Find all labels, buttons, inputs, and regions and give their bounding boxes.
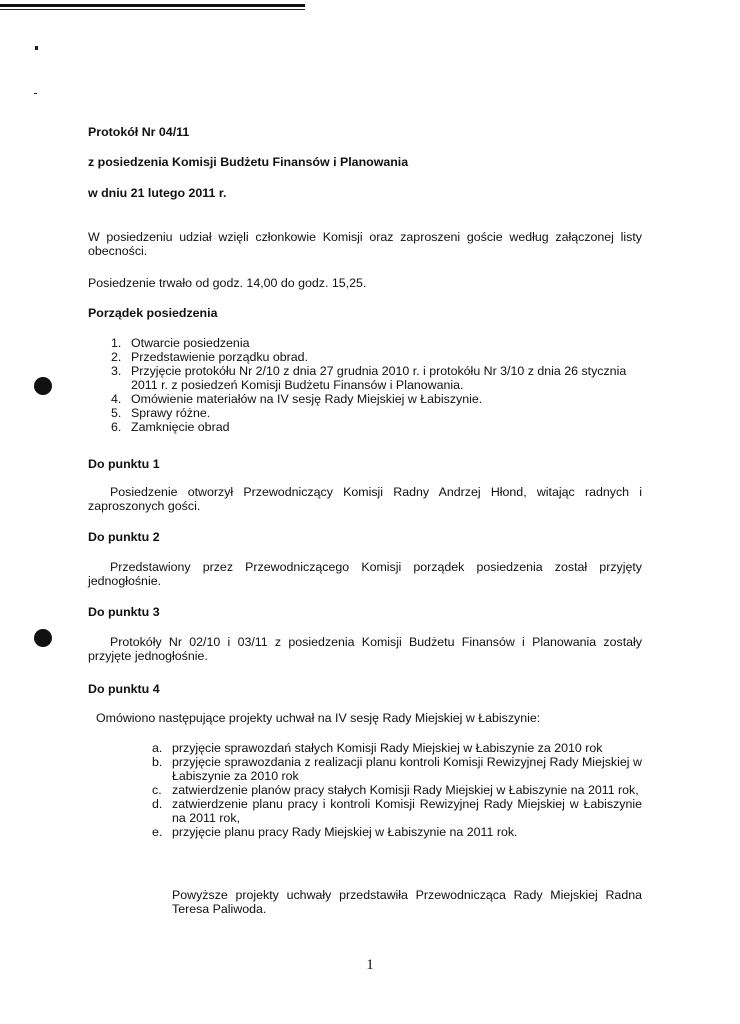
duration-paragraph: Posiedzenie trwało od godz. 14,00 do godz. 15,25. bbox=[88, 276, 367, 290]
project-item bbox=[152, 755, 642, 783]
closing-paragraph: Powyższe projekty uchwały przedstawiła Przewodnicząca Rady Miejskiej Radna Teresa Paliwoda. bbox=[172, 888, 642, 916]
project-item bbox=[152, 797, 642, 825]
project-letter: a. bbox=[152, 741, 163, 755]
point-2-text: Przedstawiony przez Przewodniczącego Komisji porządek posiedzenia został przyjęty jednogłośnie. bbox=[88, 560, 642, 588]
scan-border-line-thin bbox=[0, 9, 305, 10]
project-text: zatwierdzenie planów pracy stałych Komisji Rady Miejskiej w Łabiszynie na 2011 rok, bbox=[172, 783, 639, 797]
agenda-item-number: 4. bbox=[111, 392, 122, 406]
agenda-item bbox=[111, 392, 631, 406]
scan-speck bbox=[34, 93, 37, 94]
agenda-item-number: 1. bbox=[111, 336, 122, 350]
page-number: 1 bbox=[366, 957, 374, 973]
agenda-item-text: Przyjęcie protokółu Nr 2/10 z dnia 27 grudnia 2010 r. i protokółu Nr 3/10 z dnia 26 stycznia 2011 r. z posiedzeń Komisji Budżetu Finansów i Planowania. bbox=[131, 364, 627, 392]
agenda-item bbox=[111, 420, 631, 434]
punch-hole bbox=[34, 629, 52, 647]
project-letter: b. bbox=[152, 755, 163, 769]
agenda-item-text: Sprawy różne. bbox=[131, 406, 211, 420]
project-item bbox=[152, 741, 642, 755]
document-subtitle: z posiedzenia Komisji Budżetu Finansów i Planowania bbox=[88, 155, 409, 169]
project-text: przyjęcie sprawozdania z realizacji planu kontroli Komisji Rewizyjnej Rady Miejskiej w Łabiszynie za 2010 rok bbox=[172, 755, 642, 783]
agenda-item-number: 5. bbox=[111, 406, 122, 420]
agenda-item bbox=[111, 336, 631, 350]
point-4-heading: Do punktu 4 bbox=[88, 682, 160, 696]
agenda-list bbox=[111, 336, 631, 434]
project-text: przyjęcie sprawozdań stałych Komisji Rady Miejskiej w Łabiszynie za 2010 rok bbox=[172, 741, 603, 755]
agenda-item-text: Omówienie materiałów na IV sesję Rady Miejskiej w Łabiszynie. bbox=[131, 392, 483, 406]
agenda-item-number: 3. bbox=[111, 364, 122, 378]
punch-hole bbox=[34, 377, 52, 395]
agenda-item-text: Zamknięcie obrad bbox=[131, 420, 230, 434]
point-2-heading: Do punktu 2 bbox=[88, 530, 160, 544]
agenda-item bbox=[111, 350, 631, 364]
point-3-text: Protokóły Nr 02/10 i 03/11 z posiedzenia Komisji Budżetu Finansów i Planowania zostały przyjęte jednogłośnie. bbox=[88, 635, 642, 663]
point-1-heading: Do punktu 1 bbox=[88, 457, 160, 471]
agenda-item bbox=[111, 364, 631, 392]
point-1-text: Posiedzenie otworzył Przewodniczący Komisji Radny Andrzej Hłond, witając radnych i zaproszonych gości. bbox=[88, 485, 642, 513]
project-item bbox=[152, 825, 642, 839]
projects-list bbox=[152, 741, 642, 839]
point-3-heading: Do punktu 3 bbox=[88, 605, 160, 619]
document-date: w dniu 21 lutego 2011 r. bbox=[88, 186, 227, 200]
agenda-item-text: Otwarcie posiedzenia bbox=[131, 336, 250, 350]
project-text: zatwierdzenie planu pracy i kontroli Komisji Rewizyjnej Rady Miejskiej w Łabiszynie na 2011 rok, bbox=[172, 797, 642, 825]
agenda-item-text: Przedstawienie porządku obrad. bbox=[131, 350, 309, 364]
project-item bbox=[152, 783, 642, 797]
scan-border-line bbox=[0, 4, 305, 7]
document-title: Protokół Nr 04/11 bbox=[88, 125, 190, 139]
agenda-item-number: 2. bbox=[111, 350, 122, 364]
project-letter: d. bbox=[152, 797, 163, 811]
project-letter: e. bbox=[152, 825, 163, 839]
attendance-paragraph: W posiedzeniu udział wzięli członkowie Komisji oraz zaproszeni goście według załączonej listy obecności. bbox=[88, 230, 642, 258]
agenda-item bbox=[111, 406, 631, 420]
scan-speck bbox=[35, 46, 38, 50]
agenda-item-number: 6. bbox=[111, 420, 122, 434]
project-text: przyjęcie planu pracy Rady Miejskiej w Łabiszynie na 2011 rok. bbox=[172, 825, 518, 839]
project-letter: c. bbox=[152, 783, 162, 797]
agenda-heading: Porządek posiedzenia bbox=[88, 306, 218, 320]
point-4-text: Omówiono następujące projekty uchwał na IV sesję Rady Miejskiej w Łabiszynie: bbox=[96, 711, 541, 725]
